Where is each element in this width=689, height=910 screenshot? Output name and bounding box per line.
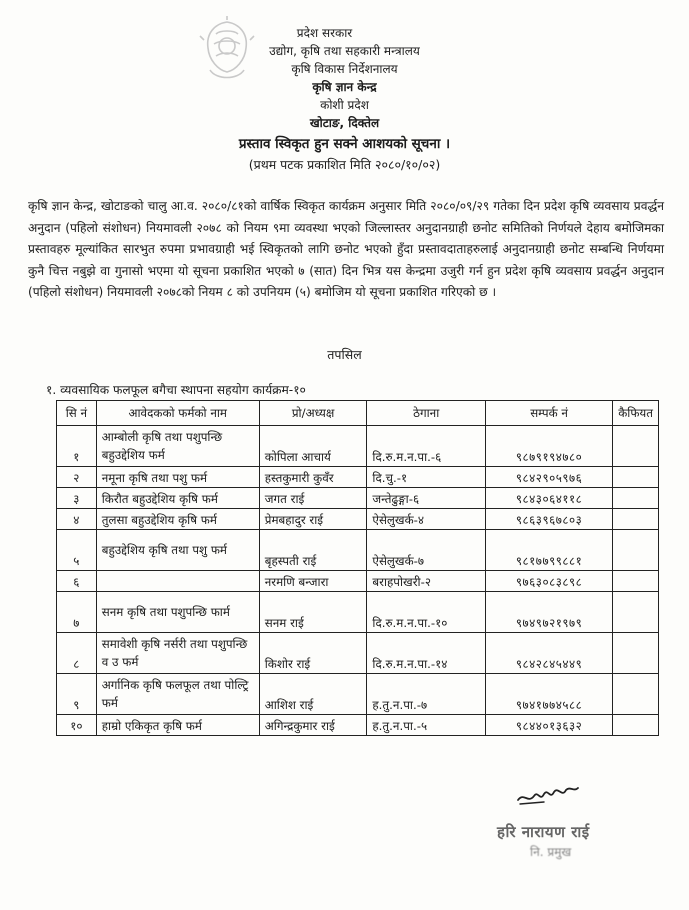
cell-proprietor: नरमणि बन्जारा: [259, 571, 367, 592]
cell-remarks: [613, 715, 659, 736]
cell-firm-name: किरौत बहुउद्देशिय कृषि फर्म: [96, 488, 259, 509]
cell-contact: ९८४२९०५९७६: [485, 467, 612, 488]
cell-proprietor: आशिश राई: [259, 674, 367, 715]
header-line-office: कृषि ज्ञान केन्द्र: [312, 80, 377, 94]
col-header-proprietor: प्रो/अध्यक्ष: [259, 401, 367, 426]
cell-sn: ४: [57, 509, 97, 530]
cell-address: जन्तेढुङ्गा-६: [367, 488, 486, 509]
cell-sn: ६: [57, 571, 97, 592]
cell-firm-name: नमूना कृषि तथा पशु फर्म: [96, 467, 259, 488]
cell-address: ऐसेलुखर्क-७: [367, 530, 486, 571]
handwritten-signature-icon: [514, 780, 584, 810]
cell-proprietor: किशोर राई: [259, 633, 367, 674]
cell-address: बराहपोखरी-२: [367, 571, 486, 592]
cell-contact: ९८१७७९९८८१: [485, 530, 612, 571]
details-heading: तपसिल: [327, 347, 362, 362]
cell-firm-name: हाम्रो एकिकृत कृषि फर्म: [96, 715, 259, 736]
cell-sn: २: [57, 467, 97, 488]
cell-contact: ९७६३०८३८९८: [485, 571, 612, 592]
cell-sn: ५: [57, 530, 97, 571]
table-row: [57, 633, 659, 674]
cell-sn: १०: [57, 715, 97, 736]
table-row: [57, 467, 659, 488]
cell-address: ह.तु.न.पा.-५: [367, 715, 486, 736]
col-header-contact: सम्पर्क नं: [485, 401, 612, 426]
cell-proprietor: प्रेमबहादुर राई: [259, 509, 367, 530]
header-line-location: खोटाङ, दिक्तेल: [309, 116, 380, 130]
cell-remarks: [613, 467, 659, 488]
cell-sn: १: [57, 426, 97, 467]
table-row: [57, 488, 659, 509]
cell-proprietor: हस्तकुमारी कुवँर: [259, 467, 367, 488]
table-row: [57, 530, 659, 571]
table-row: [57, 592, 659, 633]
cell-remarks: [613, 633, 659, 674]
cell-sn: ७: [57, 592, 97, 633]
header-line-ministry: उद्योग, कृषि तथा सहकारी मन्त्रालय: [269, 44, 420, 58]
cell-proprietor: बृहस्पती राई: [259, 530, 367, 571]
applicant-table: [56, 400, 659, 736]
cell-address: दि.रु.म.न.पा.-१०: [367, 592, 486, 633]
col-header-address: ठेगाना: [367, 401, 486, 426]
table-row: [57, 674, 659, 715]
cell-contact: ९७४९७२१९७९: [485, 592, 612, 633]
cell-proprietor: कोपिला आचार्य: [259, 426, 367, 467]
cell-remarks: [613, 571, 659, 592]
cell-address: दि.चु.-१: [367, 467, 486, 488]
notice-title: प्रस्ताव स्विकृत हुन सक्ने आशयको सूचना ।: [238, 136, 451, 152]
notice-body: कृषि ज्ञान केन्द्र, खोटाङको चालु आ.व. २०८०/८१को वार्षिक स्विकृत कार्यक्रम अनुसार मिति २०८०/०९/२९ गतेका दिन प्रदेश कृषि व्यवसाय प्रवर्द्धन अनुदान (पहिलो संशोधन) नियमावली २०७८ को नियम ९मा व्यवस्था भएको जिल्लास्तर अनुदानग्राही छनोट समितिको निर्णयले देहाय बमोजिमका प्रस्तावहरु मूल्यांकित सारभुत रुपमा प्रभावग्राही भई स्विकृतको लागि छनोट भएको हुँदा प्रस्तावदाताहरुलाई अनुदानग्राही छनोट सम्बन्धि निर्णयमा कुनै चित्त नबुझे वा गुनासो भएमा यो सूचना प्रकाशित भएको ७ (सात) दिन भित्र यस केन्द्रमा उजुरी गर्न हुन प्रदेश कृषि व्यवसाय प्रवर्द्धन अनुदान (पहिलो संशोधन) नियमावली २०७८को नियम ८ को उपनियम (५) बमोजिम यो सूचना प्रकाशित गरिएको छ ।: [28, 199, 664, 299]
cell-address: ऐसेलुखर्क-४: [367, 509, 486, 530]
table-row: [57, 509, 659, 530]
col-header-sn: सि नं: [57, 401, 97, 426]
cell-firm-name: सनम कृषि तथा पशुपन्छि फार्म: [96, 592, 259, 633]
header-line-government: प्रदेश सरकार: [296, 26, 353, 40]
table-row: [57, 426, 659, 467]
cell-firm-name: बहुउद्देशिय कृषि तथा पशु फर्म: [96, 530, 259, 571]
letterhead: [0, 24, 689, 173]
table-row: [57, 715, 659, 736]
cell-remarks: [613, 426, 659, 467]
table-row: [57, 571, 659, 592]
cell-contact: ९८४२८४५४४९: [485, 633, 612, 674]
col-header-remarks: कैफियत: [613, 401, 659, 426]
notice-publish-date: (प्रथम पटक प्रकाशित मिति २०८०/१०/०२): [248, 157, 441, 172]
cell-remarks: [613, 674, 659, 715]
cell-proprietor: अगिन्द्रकुमार राई: [259, 715, 367, 736]
signer-title: नि. प्रमुख: [530, 845, 572, 859]
cell-remarks: [613, 592, 659, 633]
cell-address: ह.तु.न.पा.-७: [367, 674, 486, 715]
cell-firm-name: समावेशी कृषि नर्सरी तथा पशुपन्छि व उ फर्म: [96, 633, 259, 674]
cell-firm-name: आम्बोली कृषि तथा पशुपन्छि बहुउद्देशिय फर्म: [96, 426, 259, 467]
cell-firm-name: तुलसा बहुउद्देशिय कृषि फर्म: [96, 509, 259, 530]
cell-proprietor: जगत राई: [259, 488, 367, 509]
cell-firm-name: अर्गानिक कृषि फलफूल तथा पोल्ट्रि फर्म: [96, 674, 259, 715]
cell-sn: ९: [57, 674, 97, 715]
table-header-row: [57, 401, 659, 426]
cell-contact: ९८४४०१३६३२: [485, 715, 612, 736]
col-header-firm-name: आवेदकको फर्मको नाम: [96, 401, 259, 426]
program-title: १. व्यवसायिक फलफूल बगैचा स्थापना सहयोग कार्यक्रम-१०: [46, 383, 306, 397]
cell-firm-name: [96, 571, 259, 592]
cell-contact: ९७४१७७४५८८: [485, 674, 612, 715]
cell-contact: ९८७९१९४७८०: [485, 426, 612, 467]
header-line-province: कोशी प्रदेश: [320, 98, 369, 112]
header-line-directorate: कृषि विकास निर्देशनालय: [291, 62, 398, 76]
cell-sn: ८: [57, 633, 97, 674]
cell-proprietor: सनम राई: [259, 592, 367, 633]
cell-sn: ३: [57, 488, 97, 509]
cell-remarks: [613, 530, 659, 571]
cell-contact: ९८४३०६४११८: [485, 488, 612, 509]
signer-name: हरि नारायण राई: [497, 823, 590, 841]
cell-remarks: [613, 488, 659, 509]
cell-contact: ९८६३९६७८०३: [485, 509, 612, 530]
cell-address: दि.रु.म.न.पा.-१४: [367, 633, 486, 674]
cell-remarks: [613, 509, 659, 530]
cell-address: दि.रु.म.न.पा.-६: [367, 426, 486, 467]
